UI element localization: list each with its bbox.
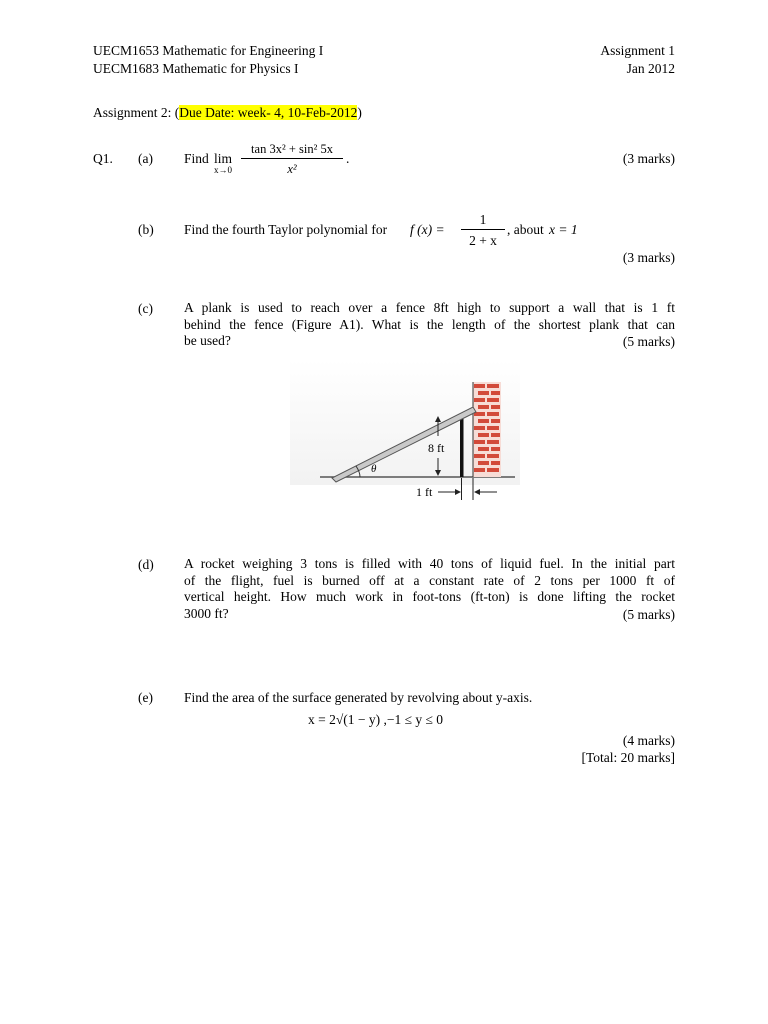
part-b-label: (b) <box>138 222 154 237</box>
limit-denominator: x² <box>287 162 297 176</box>
limit-subscript: x→0 <box>214 165 232 175</box>
question-label: Q1. <box>93 151 113 166</box>
part-a-label: (a) <box>138 151 153 166</box>
part-b-marks: (3 marks) <box>622 250 675 265</box>
part-a-marks: (3 marks) <box>622 151 675 166</box>
part-c-marks: (5 marks) <box>622 334 675 349</box>
fraction-bar <box>461 229 505 230</box>
gap-arrow-right-head <box>474 489 480 495</box>
part-d-marks: (5 marks) <box>622 607 675 622</box>
part-c-line: A plank is used to reach over a fence 8ft high to support a wall that is 1 ft <box>184 300 675 315</box>
header-date: Jan 2012 <box>626 61 675 76</box>
surface-equation: x = 2√(1 − y) ,−1 ≤ y ≤ 0 <box>308 712 444 727</box>
part-d-line: vertical height. How much work in foot-tons (ft-ton) is done lifting the rocket <box>184 589 675 605</box>
part-e-marks: (4 marks) <box>622 733 675 748</box>
part-d-paragraph <box>184 556 675 622</box>
assignment-label: Assignment 1 <box>600 43 675 58</box>
fraction-bar <box>241 158 343 159</box>
part-e-label: (e) <box>138 690 153 705</box>
angle-label: θ <box>371 463 377 475</box>
gap-arrow-left-head <box>455 489 461 495</box>
limit-fraction <box>241 143 343 177</box>
assignment-title <box>93 106 362 120</box>
part-a-find: Find <box>184 151 209 166</box>
course-code-physics: UECM1683 Mathematic for Physics I <box>93 61 299 76</box>
taylor-denominator: 2 + x <box>469 233 497 248</box>
plank-fence-figure <box>290 360 520 515</box>
course-code-engineering: UECM1653 Mathematic for Engineering I <box>93 43 324 58</box>
period: . <box>346 151 350 166</box>
limit-numerator: tan 3x² + sin² 5x <box>251 142 333 156</box>
limit-operator: lim <box>214 151 233 166</box>
part-d-label: (d) <box>138 557 154 572</box>
assignment-suffix: ) <box>357 105 362 120</box>
part-c-paragraph <box>184 300 675 350</box>
part-d-line: A rocket weighing 3 tons is filled with 40 tons of liquid fuel. In the initial part <box>184 556 675 571</box>
gap-label: 1 ft <box>416 485 433 499</box>
total-marks: [Total: 20 marks] <box>581 750 675 765</box>
taylor-function: f (x) = <box>410 222 445 237</box>
fence-post <box>460 415 464 477</box>
part-c-line: behind the fence (Figure A1). What is the length of the shortest plank that can <box>184 316 675 332</box>
expansion-point: x = 1 <box>549 222 578 237</box>
assignment-prefix: Assignment 2: ( <box>93 105 180 120</box>
taylor-numerator: 1 <box>479 212 487 227</box>
part-c-label: (c) <box>138 301 153 316</box>
part-c-line: be used? <box>184 333 231 349</box>
part-b-text: Find the fourth Taylor polynomial for <box>184 222 388 237</box>
about-text: , about <box>507 222 544 237</box>
part-d-line: of the flight, fuel is burned off at a constant rate of 2 tons per 1000 ft of <box>184 572 675 588</box>
part-e-text: Find the area of the surface generated by revolving about y-axis. <box>184 690 533 705</box>
part-d-line: 3000 ft? <box>184 605 229 621</box>
brick-wall <box>473 382 501 477</box>
taylor-fraction <box>461 213 505 249</box>
height-label: 8 ft <box>428 441 445 455</box>
due-date-highlight: Due Date: week- 4, 10-Feb-2012 <box>179 105 358 120</box>
